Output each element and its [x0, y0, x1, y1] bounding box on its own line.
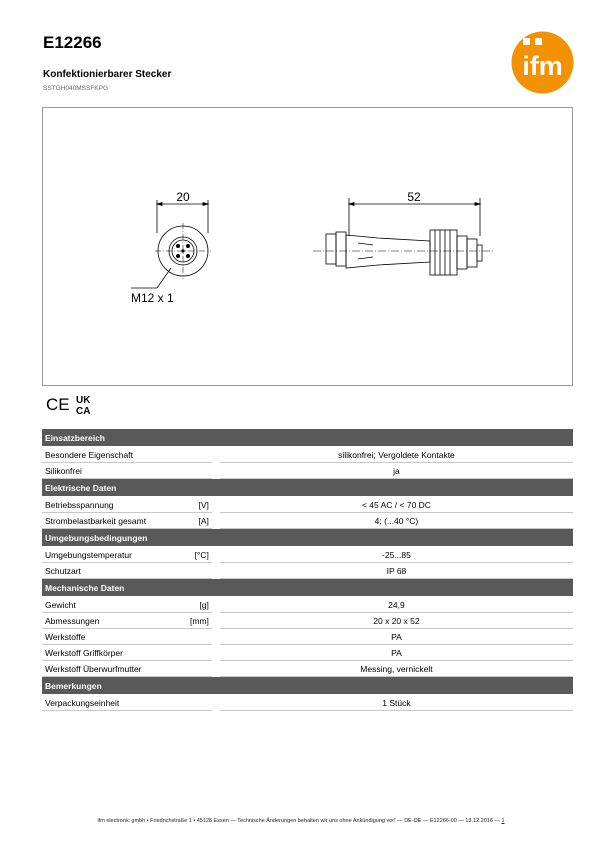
- spec-label: Umgebungstemperatur: [42, 547, 190, 563]
- spec-unit: [V]: [190, 497, 212, 513]
- spec-value: 24,9: [220, 597, 573, 613]
- spec-unit: [190, 463, 212, 479]
- ukca-mark-top: UK: [76, 395, 91, 406]
- ukca-mark-bottom: CA: [76, 406, 91, 417]
- certification-marks: [45, 392, 100, 418]
- section-header: [42, 579, 573, 596]
- spec-label: Silikonfrei: [42, 463, 190, 479]
- section-header: [42, 479, 573, 496]
- spec-value: 1 Stück: [220, 695, 573, 711]
- section-header: [42, 529, 573, 546]
- product-name: Konfektionierbarer Stecker: [43, 69, 172, 80]
- spec-value: PA: [220, 629, 573, 645]
- spec-unit: [°C]: [190, 547, 212, 563]
- spec-label: Schutzart: [42, 563, 190, 579]
- spec-value: IP 68: [220, 563, 573, 579]
- spec-label: Abmessungen: [42, 613, 190, 629]
- spec-value: -25...85: [220, 547, 573, 563]
- spec-value: PA: [220, 645, 573, 661]
- dim-length-label: 52: [407, 190, 421, 204]
- section-title: Einsatzbereich: [42, 429, 573, 446]
- spec-value: ja: [220, 463, 573, 479]
- spec-value: 20 x 20 x 52: [220, 613, 573, 629]
- spec-label: Werkstoff Griffkörper: [42, 645, 190, 661]
- spec-unit: [A]: [190, 513, 212, 529]
- spec-label: Verpackungseinheit: [42, 695, 190, 711]
- section-title: Elektrische Daten: [42, 479, 573, 496]
- spec-unit: [190, 661, 212, 677]
- spec-label: Besondere Eigenschaft: [42, 447, 190, 463]
- spec-unit: [190, 629, 212, 645]
- spec-label: Werkstoffe: [42, 629, 190, 645]
- spec-unit: [190, 447, 212, 463]
- spec-unit: [mm]: [190, 613, 212, 629]
- spec-row: [42, 513, 573, 529]
- spec-unit: [190, 563, 212, 579]
- spec-value: < 45 AC / < 70 DC: [220, 497, 573, 513]
- spec-row: [42, 695, 573, 711]
- spec-row: [42, 629, 573, 645]
- technical-drawing: [42, 107, 573, 386]
- spec-value: 4; (...40 °C): [220, 513, 573, 529]
- spec-unit: [190, 645, 212, 661]
- spec-label: Werkstoff Überwurfmutter: [42, 661, 190, 677]
- spec-row: [42, 613, 573, 629]
- spec-row: [42, 463, 573, 479]
- spec-label: Gewicht: [42, 597, 190, 613]
- section-header: [42, 429, 573, 446]
- section-title: Bemerkungen: [42, 677, 573, 694]
- dim-width-label: 20: [176, 190, 190, 204]
- spec-label: Strombelastbarkeit gesamt: [42, 513, 190, 529]
- spec-row: [42, 597, 573, 613]
- spec-row: [42, 447, 573, 463]
- spec-row: [42, 547, 573, 563]
- spec-unit: [g]: [190, 597, 212, 613]
- front-view: [131, 200, 211, 288]
- spec-row: [42, 563, 573, 579]
- spec-unit: [190, 695, 212, 711]
- section-title: Mechanische Daten: [42, 579, 573, 596]
- specification-table: [42, 429, 573, 711]
- spec-label: Betriebsspannung: [42, 497, 190, 513]
- spec-row: [42, 661, 573, 677]
- footer: ifm electronic gmbh • Friedrichstraße 1 • 45128 Essen — Technische Änderungen behalten wir uns ohne Ankündigung vor! — DE-DE — E12266-00 — 13.12.2016 — 1: [97, 818, 505, 824]
- article-number: SSTGH040MSSFKPG: [43, 85, 109, 92]
- logo-text: ifm: [522, 51, 563, 81]
- spec-row: [42, 645, 573, 661]
- ifm-logo: [511, 31, 574, 94]
- product-code: E12266: [43, 33, 102, 52]
- spec-row: [42, 497, 573, 513]
- section-title: Umgebungsbedingungen: [42, 529, 573, 546]
- ce-mark: CE: [46, 395, 70, 414]
- section-header: [42, 677, 573, 694]
- side-view: [313, 198, 493, 275]
- spec-value: Messing, vernickelt: [220, 661, 573, 677]
- thread-label: M12 x 1: [131, 291, 174, 305]
- spec-value: silikonfrei; Vergoldete Kontakte: [220, 447, 573, 463]
